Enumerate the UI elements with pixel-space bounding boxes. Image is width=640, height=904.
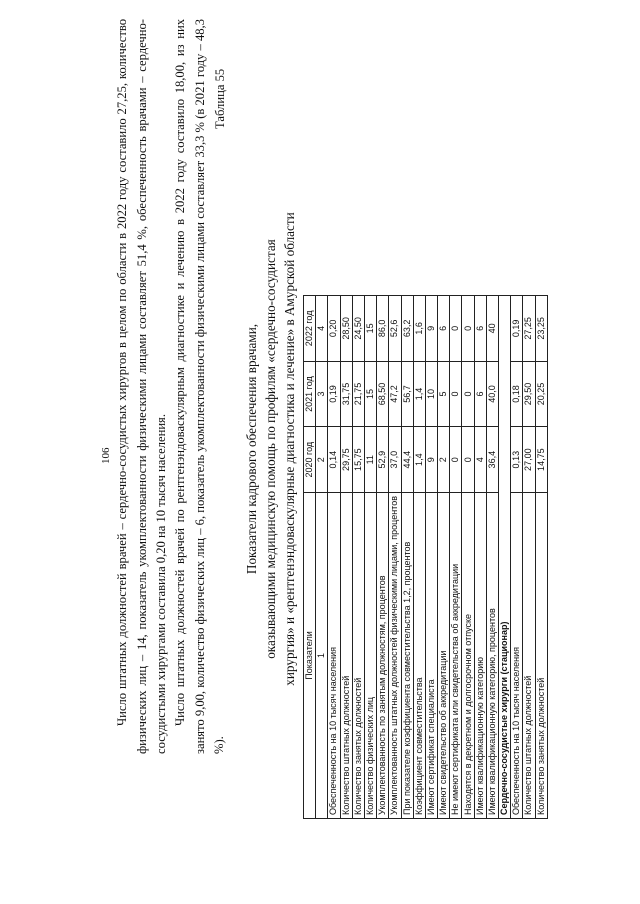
- row-value: 9: [425, 427, 437, 493]
- numbering-cell: 2: [316, 427, 328, 493]
- table-title-line: Показатели кадрового обеспечения врачами,: [244, 323, 259, 575]
- numbering-cell: 4: [316, 296, 328, 362]
- row-value: 1,4: [413, 361, 425, 427]
- header-cell: Показатели: [304, 493, 316, 819]
- table-section-row: [499, 296, 511, 819]
- row-value: 0: [450, 427, 462, 493]
- row-value: 6: [474, 296, 486, 362]
- row-value: 24,50: [352, 296, 364, 362]
- numbering-cell: 3: [316, 361, 328, 427]
- table-row: [462, 296, 474, 819]
- row-label: Количество физических лиц: [364, 493, 376, 819]
- row-value: 0: [450, 296, 462, 362]
- row-label: Укомплектованность по занятым должностям, процентов: [377, 493, 389, 819]
- row-label: Не имеют сертификата или свидетельства об аккредитации: [450, 493, 462, 819]
- row-value: 68,50: [377, 361, 389, 427]
- table-header-row: [304, 296, 316, 819]
- row-label: Имеют квалификационную категорию: [474, 493, 486, 819]
- row-value: 0: [462, 361, 474, 427]
- row-value: 36,4: [486, 427, 498, 493]
- table-row: [486, 296, 498, 819]
- row-label: Находятся в декретном и долгосрочном отпуске: [462, 493, 474, 819]
- row-label: Количество штатных должностей: [523, 493, 535, 819]
- row-value: 20,25: [535, 361, 547, 427]
- row-value: 27,25: [523, 296, 535, 362]
- table-row: [438, 296, 450, 819]
- table-row: [511, 296, 523, 819]
- row-value: 0: [462, 427, 474, 493]
- table-row: [377, 296, 389, 819]
- row-value: 52,9: [377, 427, 389, 493]
- row-value: 0: [450, 361, 462, 427]
- row-value: 14,75: [535, 427, 547, 493]
- table-row: [450, 296, 462, 819]
- row-label: Имеют квалификационную категорию, процентов: [486, 493, 498, 819]
- row-value: 6: [438, 296, 450, 362]
- row-label: Коэффициент совместительства: [413, 493, 425, 819]
- row-value: 15: [364, 361, 376, 427]
- row-label: Количество занятых должностей: [535, 493, 547, 819]
- row-value: 28,50: [340, 296, 352, 362]
- row-label: Обеспеченность на 10 тысяч населения: [511, 493, 523, 819]
- row-value: 15,75: [352, 427, 364, 493]
- row-label: Имеют сертификат специалиста: [425, 493, 437, 819]
- paragraph-2: Число штатных должностей врачей по рентгенэндоваскулярным диагностике и лечению в 2022 году составило 18,00, из них занято 9,00, количество физических лиц – 6, показатель укомплектованности физическими лицами составляет 33,3 % (в 2021 году – 48,3 %).: [173, 19, 226, 754]
- staffing-table: [303, 295, 548, 819]
- row-value: 29,50: [523, 361, 535, 427]
- row-value: 0,18: [511, 361, 523, 427]
- row-value: 2: [438, 427, 450, 493]
- row-value: 56,7: [401, 361, 413, 427]
- row-value: 1,6: [413, 296, 425, 362]
- table-row: [425, 296, 437, 819]
- row-value: 11: [364, 427, 376, 493]
- row-value: 1,4: [413, 427, 425, 493]
- row-value: 0: [462, 296, 474, 362]
- paragraph-1: Число штатных должностей врачей – сердечно-сосудистых хирургов в целом по области в 2022 году составило 27,25, количество физических лиц – 14, показатель укомплектованности физическими лицами составляет 51,4 %, обеспеченность врачами – сердечно-сосудистыми хирургами составила 0,20 на 10 тысяч населения.: [115, 19, 168, 754]
- section-title: Сердечно-сосудистые хирурги (стационар): [499, 296, 511, 819]
- row-value: 6: [474, 361, 486, 427]
- table-title-line: хирургия» и «рентгенэндоваскулярные диагностика и лечение» в Амурской области: [282, 212, 297, 686]
- row-value: 4: [474, 427, 486, 493]
- row-label: Количество штатных должностей: [340, 493, 352, 819]
- table-row: [364, 296, 376, 819]
- row-value: 40: [486, 296, 498, 362]
- row-label: Обеспеченность на 10 тысяч населения: [328, 493, 340, 819]
- row-value: 21,75: [352, 361, 364, 427]
- row-value: 0,13: [511, 427, 523, 493]
- table-title-line: оказывающими медицинскую помощь по профилям «сердечно-сосудистая: [263, 239, 278, 659]
- row-value: 0,19: [328, 361, 340, 427]
- row-value: 0,20: [328, 296, 340, 362]
- row-value: 10: [425, 361, 437, 427]
- table-row: [535, 296, 547, 819]
- table-row: [340, 296, 352, 819]
- table-row: [413, 296, 425, 819]
- table-row: [523, 296, 535, 819]
- row-value: 37,0: [389, 427, 401, 493]
- table-title: [242, 84, 299, 814]
- table-row: [474, 296, 486, 819]
- header-cell: 2022 год: [304, 296, 316, 362]
- row-value: 15: [364, 296, 376, 362]
- table-label: Таблица 55: [213, 68, 227, 129]
- row-value: 63,2: [401, 296, 413, 362]
- header-cell: 2021 год: [304, 361, 316, 427]
- page-number: 106: [100, 447, 112, 464]
- row-value: 5: [438, 361, 450, 427]
- table-row: [328, 296, 340, 819]
- table-numbering-row: [316, 296, 328, 819]
- row-label: При показателе коэффициента совместительства 1,2, процентов: [401, 493, 413, 819]
- row-value: 52,6: [389, 296, 401, 362]
- row-value: 86,0: [377, 296, 389, 362]
- row-value: 0,14: [328, 427, 340, 493]
- row-value: 44,4: [401, 427, 413, 493]
- row-value: 31,75: [340, 361, 352, 427]
- row-value: 9: [425, 296, 437, 362]
- numbering-cell: 1: [316, 493, 328, 819]
- row-value: 23,25: [535, 296, 547, 362]
- row-value: 0,19: [511, 296, 523, 362]
- row-label: Укомплектованность штатных должностей физическими лицами, процентов: [389, 493, 401, 819]
- table-row: [389, 296, 401, 819]
- table-row: [401, 296, 413, 819]
- header-cell: 2020 год: [304, 427, 316, 493]
- row-value: 47,2: [389, 361, 401, 427]
- row-value: 29,75: [340, 427, 352, 493]
- row-label: Имеют свидетельство об аккредитации: [438, 493, 450, 819]
- row-value: 27,00: [523, 427, 535, 493]
- row-label: Количество занятых должностей: [352, 493, 364, 819]
- table-row: [352, 296, 364, 819]
- row-value: 40,0: [486, 361, 498, 427]
